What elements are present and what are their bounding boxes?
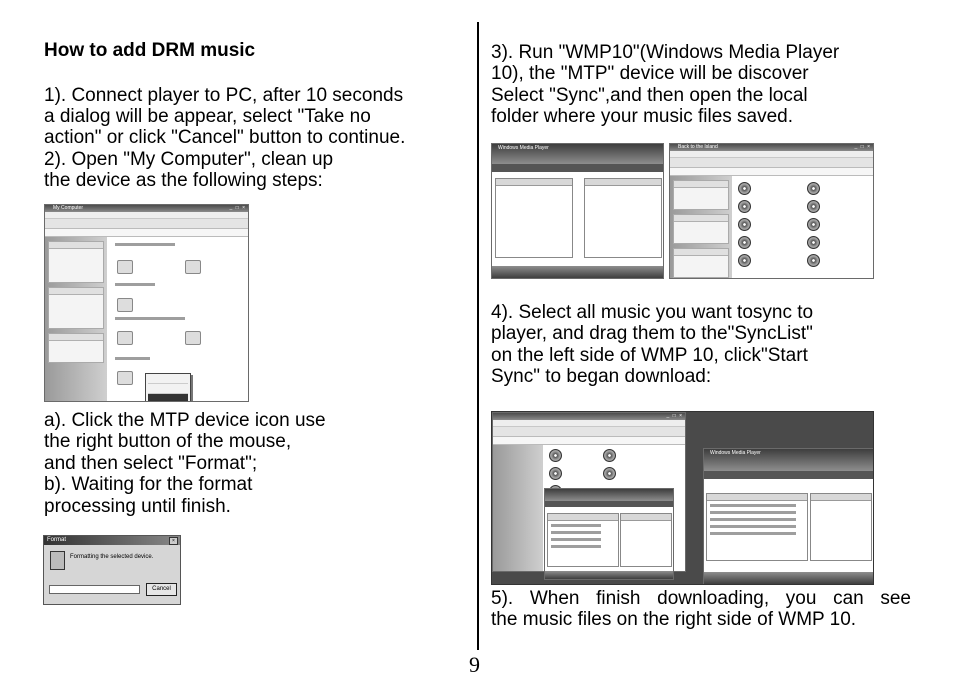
- step3-line-1: 3). Run "WMP10"(Windows Media Player: [491, 42, 840, 63]
- music-file-icon: [738, 200, 751, 213]
- format-dialog: [43, 535, 181, 605]
- stepa-line-2: the right button of the mouse,: [44, 431, 292, 452]
- step1-line-1: 1). Connect player to PC, after 10 seconds: [44, 85, 404, 106]
- music-file-icon: [549, 467, 562, 480]
- step3-line-3: Select "Sync",and then open the local: [491, 85, 808, 106]
- window-controls-icon: _ □ ×: [666, 413, 683, 419]
- music-file-icon: [738, 218, 751, 231]
- stepa-line-3: and then select "Format";: [44, 453, 258, 474]
- explorer-title: Back to the Island: [678, 144, 718, 150]
- page-number: 9: [469, 652, 480, 677]
- step2-line-1: 2). Open "My Computer", clean up: [44, 149, 334, 170]
- format-dialog-title: Format: [47, 537, 67, 543]
- wmp-combo-title: Windows Media Player: [710, 450, 761, 456]
- my-computer-title: My Computer: [53, 205, 84, 211]
- my-computer-screenshot: [44, 204, 249, 402]
- music-file-icon: [603, 449, 616, 462]
- drive-icon: [117, 298, 133, 312]
- step1-line-3: action" or click "Cancel" button to continue.: [44, 127, 406, 148]
- folder-icon: [185, 260, 201, 274]
- step5-line-2: the music files on the right side of WMP 10.: [491, 609, 857, 630]
- wmp-title: Windows Media Player: [498, 145, 549, 151]
- step3-line-4: folder where your music files saved.: [491, 106, 794, 127]
- music-file-icon: [603, 467, 616, 480]
- column-divider: [477, 22, 479, 650]
- music-file-icon: [738, 236, 751, 249]
- step1-line-2: a dialog will be appear, select "Take no: [44, 106, 371, 127]
- cancel-button[interactable]: Cancel: [146, 583, 177, 596]
- step4-line-2: player, and drag them to the"SyncList": [491, 323, 813, 344]
- task-pane: [45, 237, 107, 401]
- music-file-icon: [807, 254, 820, 267]
- sync-drag-screenshot: [491, 411, 874, 585]
- explorer-screenshot: [669, 143, 874, 279]
- music-file-icon: [807, 218, 820, 231]
- music-file-icon: [549, 449, 562, 462]
- cd-drive-icon: [185, 331, 201, 345]
- format-progress-bar: [49, 585, 140, 594]
- music-file-icon: [807, 182, 820, 195]
- step2-line-2: the device as the following steps:: [44, 170, 323, 191]
- device-icon: [50, 551, 65, 570]
- task-pane: [670, 176, 732, 278]
- stepa-line-1: a). Click the MTP device icon use: [44, 410, 326, 431]
- step4-line-3: on the left side of WMP 10, click"Start: [491, 345, 808, 366]
- context-menu: [145, 373, 191, 402]
- music-file-icon: [738, 182, 751, 195]
- close-icon[interactable]: ×: [169, 537, 178, 545]
- music-file-icon: [738, 254, 751, 267]
- step5-line-1: 5). When finish downloading, you can see: [491, 588, 911, 609]
- drive-icon: [117, 331, 133, 345]
- wmp-sync-screenshot: [491, 143, 664, 279]
- stepb-line-1: b). Waiting for the format: [44, 474, 253, 495]
- mtp-device-icon: [117, 371, 133, 385]
- music-file-icon: [807, 200, 820, 213]
- music-file-icon: [807, 236, 820, 249]
- window-controls-icon: _ □ ×: [854, 144, 871, 150]
- step4-line-1: 4). Select all music you want tosync to: [491, 302, 814, 323]
- step4-line-4: Sync" to began download:: [491, 366, 712, 387]
- folder-icon: [117, 260, 133, 274]
- wmp-large-window: [703, 448, 874, 585]
- window-controls-icon: _ □ ×: [229, 205, 246, 211]
- stepb-line-2: processing until finish.: [44, 496, 231, 517]
- format-message: Formatting the selected device.: [70, 554, 154, 560]
- section-heading: How to add DRM music: [44, 40, 256, 61]
- step3-line-2: 10), the "MTP" device will be discover: [491, 63, 809, 84]
- wmp-small-window: [544, 488, 674, 580]
